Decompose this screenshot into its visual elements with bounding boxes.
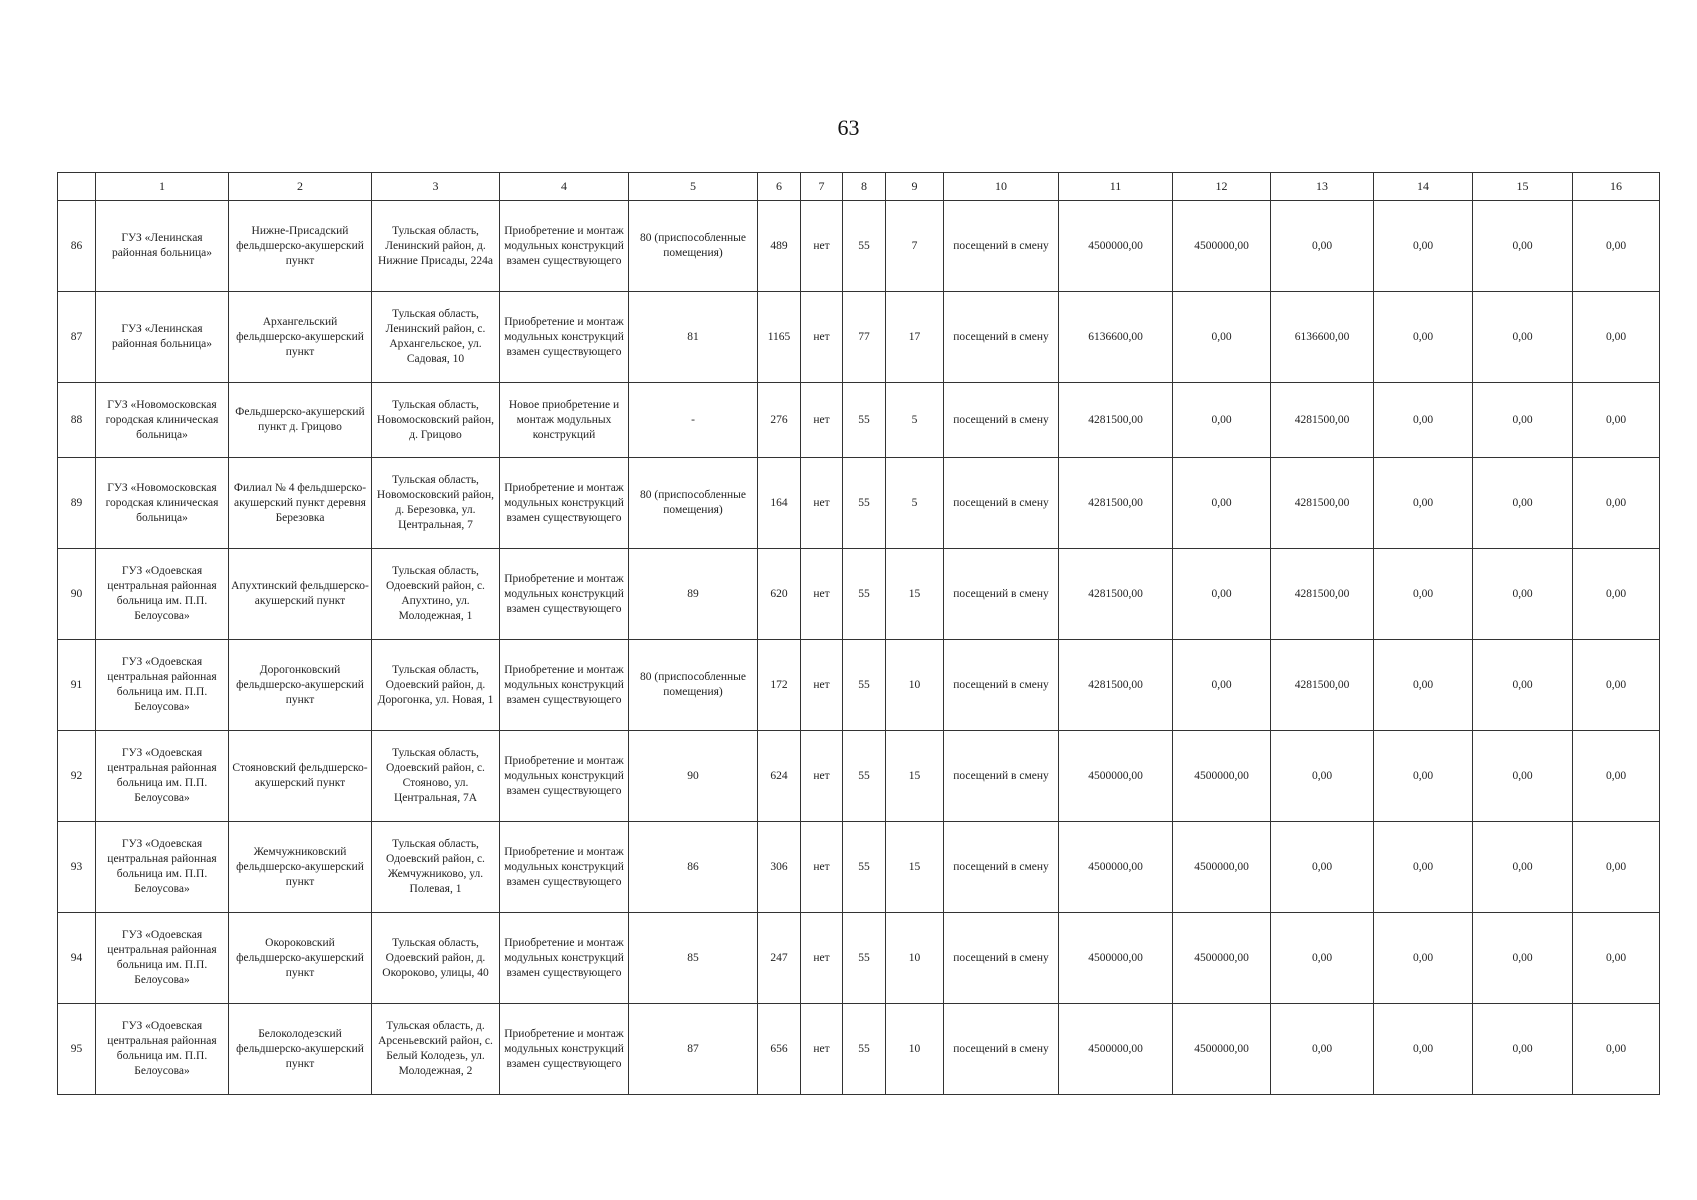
column-header: 11 <box>1059 173 1173 201</box>
address-cell: Тульская область, д. Арсеньевский район, с. Белый Колодезь, ул. Молодежная, 2 <box>372 1004 500 1095</box>
amount-cell: 4500000,00 <box>1173 1004 1271 1095</box>
cell: 247 <box>758 913 801 1004</box>
premises-cell: 80 (приспособленные помещения) <box>629 201 758 292</box>
amount-cell: 0,00 <box>1573 292 1660 383</box>
column-header: 7 <box>801 173 843 201</box>
amount-cell: 4500000,00 <box>1059 913 1173 1004</box>
amount-cell: 4281500,00 <box>1059 640 1173 731</box>
work-type-cell: Приобретение и монтаж модульных конструкций взамен существующего <box>500 458 629 549</box>
facility-cell: Фельдшерско-акушерский пункт д. Грицово <box>229 383 372 458</box>
cell: 489 <box>758 201 801 292</box>
amount-cell: 0,00 <box>1374 640 1473 731</box>
organization-cell: ГУЗ «Ленинская районная больница» <box>96 201 229 292</box>
cell: 10 <box>886 913 944 1004</box>
data-table <box>57 172 1660 1095</box>
amount-cell: 0,00 <box>1573 913 1660 1004</box>
work-type-cell: Приобретение и монтаж модульных конструкций взамен существующего <box>500 549 629 640</box>
cell: 15 <box>886 549 944 640</box>
cell: 55 <box>843 1004 886 1095</box>
work-type-cell: Приобретение и монтаж модульных конструкций взамен существующего <box>500 1004 629 1095</box>
amount-cell: 0,00 <box>1173 549 1271 640</box>
facility-cell: Белоколодезский фельдшерско-акушерский пункт <box>229 1004 372 1095</box>
column-header: 8 <box>843 173 886 201</box>
cell: 306 <box>758 822 801 913</box>
amount-cell: 4281500,00 <box>1059 383 1173 458</box>
column-header: 15 <box>1473 173 1573 201</box>
unit-cell: посещений в смену <box>944 913 1059 1004</box>
amount-cell: 0,00 <box>1573 1004 1660 1095</box>
amount-cell: 0,00 <box>1271 913 1374 1004</box>
table-header-row <box>58 173 1660 201</box>
facility-cell: Нижне-Присадский фельдшерско-акушерский пункт <box>229 201 372 292</box>
cell: 620 <box>758 549 801 640</box>
amount-cell: 0,00 <box>1374 822 1473 913</box>
amount-cell: 0,00 <box>1473 383 1573 458</box>
table-row <box>58 731 1660 822</box>
premises-cell: 90 <box>629 731 758 822</box>
work-type-cell: Приобретение и монтаж модульных конструкций взамен существующего <box>500 731 629 822</box>
table-row <box>58 822 1660 913</box>
amount-cell: 4281500,00 <box>1271 549 1374 640</box>
work-type-cell: Приобретение и монтаж модульных конструкций взамен существующего <box>500 292 629 383</box>
amount-cell: 0,00 <box>1374 458 1473 549</box>
cell: 172 <box>758 640 801 731</box>
cell: 5 <box>886 458 944 549</box>
amount-cell: 0,00 <box>1271 731 1374 822</box>
cell: 15 <box>886 731 944 822</box>
unit-cell: посещений в смену <box>944 640 1059 731</box>
amount-cell: 4500000,00 <box>1059 731 1173 822</box>
amount-cell: 0,00 <box>1374 292 1473 383</box>
facility-cell: Архангельский фельдшерско-акушерский пункт <box>229 292 372 383</box>
amount-cell: 4500000,00 <box>1173 913 1271 1004</box>
row-number: 90 <box>58 549 96 640</box>
cell: 55 <box>843 913 886 1004</box>
column-header: 4 <box>500 173 629 201</box>
amount-cell: 0,00 <box>1473 549 1573 640</box>
page-number: 63 <box>837 115 860 140</box>
cell: 656 <box>758 1004 801 1095</box>
organization-cell: ГУЗ «Новомосковская городская клиническая больница» <box>96 458 229 549</box>
table-row <box>58 913 1660 1004</box>
cell: нет <box>801 201 843 292</box>
organization-cell: ГУЗ «Одоевская центральная районная больница им. П.П. Белоусова» <box>96 1004 229 1095</box>
amount-cell: 4500000,00 <box>1059 1004 1173 1095</box>
cell: 10 <box>886 640 944 731</box>
address-cell: Тульская область, Одоевский район, с. Стояново, ул. Центральная, 7А <box>372 731 500 822</box>
cell: 55 <box>843 822 886 913</box>
cell: нет <box>801 292 843 383</box>
cell: 55 <box>843 201 886 292</box>
amount-cell: 0,00 <box>1473 731 1573 822</box>
column-header: 2 <box>229 173 372 201</box>
cell: 164 <box>758 458 801 549</box>
amount-cell: 4500000,00 <box>1173 731 1271 822</box>
cell: 17 <box>886 292 944 383</box>
table-body <box>58 173 1660 1095</box>
row-number: 94 <box>58 913 96 1004</box>
amount-cell: 4500000,00 <box>1173 822 1271 913</box>
amount-cell: 4500000,00 <box>1173 201 1271 292</box>
amount-cell: 0,00 <box>1173 458 1271 549</box>
unit-cell: посещений в смену <box>944 549 1059 640</box>
column-header: 5 <box>629 173 758 201</box>
row-number: 88 <box>58 383 96 458</box>
cell: нет <box>801 549 843 640</box>
work-type-cell: Приобретение и монтаж модульных конструкций взамен существующего <box>500 201 629 292</box>
cell: нет <box>801 383 843 458</box>
amount-cell: 0,00 <box>1374 549 1473 640</box>
cell: 276 <box>758 383 801 458</box>
address-cell: Тульская область, Новомосковский район, д. Березовка, ул. Центральная, 7 <box>372 458 500 549</box>
amount-cell: 0,00 <box>1374 731 1473 822</box>
column-header: 10 <box>944 173 1059 201</box>
row-number: 93 <box>58 822 96 913</box>
amount-cell: 0,00 <box>1173 640 1271 731</box>
cell: нет <box>801 913 843 1004</box>
column-header: 9 <box>886 173 944 201</box>
premises-cell: - <box>629 383 758 458</box>
work-type-cell: Новое приобретение и монтаж модульных конструкций <box>500 383 629 458</box>
work-type-cell: Приобретение и монтаж модульных конструкций взамен существующего <box>500 822 629 913</box>
amount-cell: 4500000,00 <box>1059 201 1173 292</box>
amount-cell: 0,00 <box>1473 458 1573 549</box>
column-header: 1 <box>96 173 229 201</box>
column-header: 6 <box>758 173 801 201</box>
address-cell: Тульская область, Одоевский район, д. Дорогонка, ул. Новая, 1 <box>372 640 500 731</box>
premises-cell: 86 <box>629 822 758 913</box>
premises-cell: 87 <box>629 1004 758 1095</box>
unit-cell: посещений в смену <box>944 1004 1059 1095</box>
facility-cell: Филиал № 4 фельдшерско-акушерский пункт деревня Березовка <box>229 458 372 549</box>
amount-cell: 4281500,00 <box>1271 458 1374 549</box>
amount-cell: 0,00 <box>1374 383 1473 458</box>
amount-cell: 0,00 <box>1473 292 1573 383</box>
facility-cell: Жемчужниковский фельдшерско-акушерский пункт <box>229 822 372 913</box>
unit-cell: посещений в смену <box>944 731 1059 822</box>
amount-cell: 0,00 <box>1271 201 1374 292</box>
cell: 55 <box>843 731 886 822</box>
amount-cell: 4281500,00 <box>1059 458 1173 549</box>
cell: 15 <box>886 822 944 913</box>
amount-cell: 0,00 <box>1374 913 1473 1004</box>
amount-cell: 0,00 <box>1374 1004 1473 1095</box>
amount-cell: 0,00 <box>1473 640 1573 731</box>
amount-cell: 0,00 <box>1573 731 1660 822</box>
amount-cell: 0,00 <box>1271 822 1374 913</box>
amount-cell: 4281500,00 <box>1059 549 1173 640</box>
cell: 55 <box>843 549 886 640</box>
cell: 7 <box>886 201 944 292</box>
work-type-cell: Приобретение и монтаж модульных конструкций взамен существующего <box>500 640 629 731</box>
unit-cell: посещений в смену <box>944 458 1059 549</box>
row-number: 92 <box>58 731 96 822</box>
cell: 10 <box>886 1004 944 1095</box>
row-number: 89 <box>58 458 96 549</box>
address-cell: Тульская область, Одоевский район, с. Апухтино, ул. Молодежная, 1 <box>372 549 500 640</box>
amount-cell: 6136600,00 <box>1059 292 1173 383</box>
work-type-cell: Приобретение и монтаж модульных конструкций взамен существующего <box>500 913 629 1004</box>
amount-cell: 0,00 <box>1271 1004 1374 1095</box>
row-number: 87 <box>58 292 96 383</box>
column-header <box>58 173 96 201</box>
cell: нет <box>801 640 843 731</box>
organization-cell: ГУЗ «Ленинская районная больница» <box>96 292 229 383</box>
facility-cell: Апухтинский фельдшерско-акушерский пункт <box>229 549 372 640</box>
amount-cell: 0,00 <box>1573 640 1660 731</box>
row-number: 91 <box>58 640 96 731</box>
amount-cell: 4500000,00 <box>1059 822 1173 913</box>
table-row <box>58 458 1660 549</box>
column-header: 14 <box>1374 173 1473 201</box>
organization-cell: ГУЗ «Одоевская центральная районная больница им. П.П. Белоусова» <box>96 913 229 1004</box>
amount-cell: 6136600,00 <box>1271 292 1374 383</box>
premises-cell: 81 <box>629 292 758 383</box>
column-header: 13 <box>1271 173 1374 201</box>
premises-cell: 80 (приспособленные помещения) <box>629 458 758 549</box>
organization-cell: ГУЗ «Новомосковская городская клиническая больница» <box>96 383 229 458</box>
row-number: 86 <box>58 201 96 292</box>
table-row <box>58 292 1660 383</box>
amount-cell: 0,00 <box>1473 1004 1573 1095</box>
amount-cell: 0,00 <box>1473 201 1573 292</box>
amount-cell: 0,00 <box>1573 549 1660 640</box>
amount-cell: 0,00 <box>1374 201 1473 292</box>
address-cell: Тульская область, Одоевский район, д. Окороково, улицы, 40 <box>372 913 500 1004</box>
table-row <box>58 201 1660 292</box>
organization-cell: ГУЗ «Одоевская центральная районная больница им. П.П. Белоусова» <box>96 822 229 913</box>
cell: нет <box>801 1004 843 1095</box>
amount-cell: 4281500,00 <box>1271 640 1374 731</box>
amount-cell: 0,00 <box>1473 913 1573 1004</box>
organization-cell: ГУЗ «Одоевская центральная районная больница им. П.П. Белоусова» <box>96 549 229 640</box>
premises-cell: 89 <box>629 549 758 640</box>
cell: 55 <box>843 640 886 731</box>
amount-cell: 0,00 <box>1573 201 1660 292</box>
address-cell: Тульская область, Одоевский район, с. Жемчужниково, ул. Полевая, 1 <box>372 822 500 913</box>
cell: 55 <box>843 458 886 549</box>
row-number: 95 <box>58 1004 96 1095</box>
cell: 55 <box>843 383 886 458</box>
amount-cell: 0,00 <box>1173 292 1271 383</box>
address-cell: Тульская область, Ленинский район, с. Архангельское, ул. Садовая, 10 <box>372 292 500 383</box>
cell: нет <box>801 822 843 913</box>
unit-cell: посещений в смену <box>944 383 1059 458</box>
column-header: 3 <box>372 173 500 201</box>
amount-cell: 0,00 <box>1173 383 1271 458</box>
facility-cell: Дорогонковский фельдшерско-акушерский пункт <box>229 640 372 731</box>
amount-cell: 0,00 <box>1573 822 1660 913</box>
premises-cell: 80 (приспособленные помещения) <box>629 640 758 731</box>
facility-cell: Стояновский фельдшерско-акушерский пункт <box>229 731 372 822</box>
cell: нет <box>801 458 843 549</box>
amount-cell: 0,00 <box>1573 458 1660 549</box>
cell: нет <box>801 731 843 822</box>
table-row <box>58 1004 1660 1095</box>
facility-cell: Окороковский фельдшерско-акушерский пункт <box>229 913 372 1004</box>
unit-cell: посещений в смену <box>944 201 1059 292</box>
premises-cell: 85 <box>629 913 758 1004</box>
table-row <box>58 640 1660 731</box>
cell: 1165 <box>758 292 801 383</box>
table-row <box>58 549 1660 640</box>
organization-cell: ГУЗ «Одоевская центральная районная больница им. П.П. Белоусова» <box>96 731 229 822</box>
amount-cell: 4281500,00 <box>1271 383 1374 458</box>
address-cell: Тульская область, Новомосковский район, д. Грицово <box>372 383 500 458</box>
cell: 5 <box>886 383 944 458</box>
organization-cell: ГУЗ «Одоевская центральная районная больница им. П.П. Белоусова» <box>96 640 229 731</box>
address-cell: Тульская область, Ленинский район, д. Нижние Присады, 224а <box>372 201 500 292</box>
unit-cell: посещений в смену <box>944 292 1059 383</box>
amount-cell: 0,00 <box>1473 822 1573 913</box>
column-header: 12 <box>1173 173 1271 201</box>
cell: 77 <box>843 292 886 383</box>
table-row <box>58 383 1660 458</box>
unit-cell: посещений в смену <box>944 822 1059 913</box>
column-header: 16 <box>1573 173 1660 201</box>
cell: 624 <box>758 731 801 822</box>
amount-cell: 0,00 <box>1573 383 1660 458</box>
